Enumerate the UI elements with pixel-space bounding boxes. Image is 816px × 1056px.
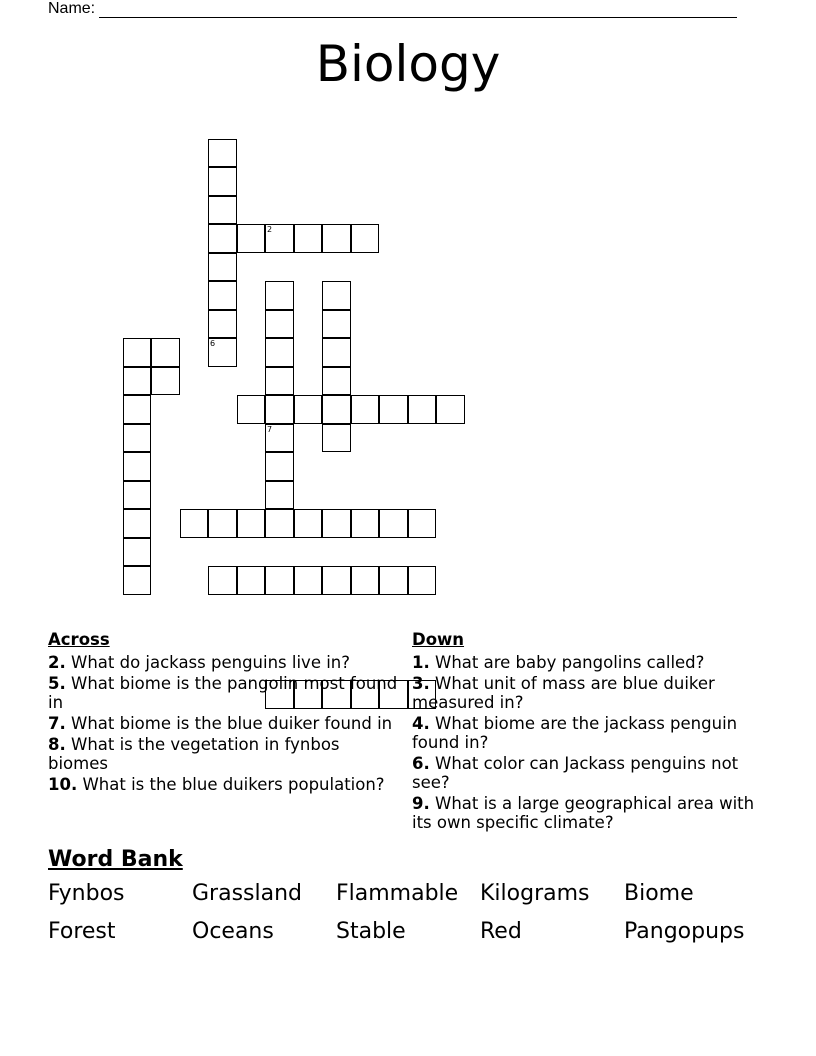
down-clue-3: 3. What unit of mass are blue duiker measured in? [412,674,715,712]
name-label: Name: [48,0,96,17]
grid-cell[interactable] [265,338,294,367]
grid-cell[interactable] [208,310,237,339]
clue-number: 7 [267,424,273,434]
grid-cell[interactable] [237,566,266,595]
grid-cell[interactable] [322,367,351,396]
word-bank-item: Kilograms [480,881,590,906]
grid-cell[interactable] [322,224,351,253]
grid-cell[interactable] [151,367,180,396]
grid-cell[interactable] [123,338,152,367]
down-clues [412,630,764,834]
grid-cell[interactable] [265,424,294,453]
grid-cell[interactable] [208,281,237,310]
across-clue-7: 7. What biome is the blue duiker found in [48,714,393,733]
grid-cell[interactable] [265,452,294,481]
grid-cell[interactable] [123,452,152,481]
grid-cell[interactable] [237,395,266,424]
grid-cell[interactable] [208,196,237,225]
grid-cell[interactable] [123,509,152,538]
grid-cell[interactable] [265,281,294,310]
grid-cell[interactable] [294,566,323,595]
down-clue-6: 6. What color can Jackass penguins not see? [412,754,739,792]
grid-cell[interactable] [265,509,294,538]
word-bank-item: Stable [336,919,406,944]
word-bank-item: Flammable [336,881,459,906]
grid-cell[interactable] [408,509,437,538]
grid-cell[interactable] [208,566,237,595]
grid-cell[interactable] [322,338,351,367]
grid-cell[interactable] [322,310,351,339]
grid-cell[interactable] [265,367,294,396]
grid-cell[interactable] [208,139,237,168]
down-clue-4: 4. What biome are the jackass penguin found in? [412,714,738,752]
grid-cell[interactable] [237,224,266,253]
grid-cell[interactable] [379,566,408,595]
clue-number: 2 [267,225,273,234]
grid-cell[interactable] [208,253,237,282]
grid-cell[interactable] [265,224,294,253]
grid-cell[interactable] [408,395,437,424]
word-bank-item: Grassland [192,881,302,906]
grid-cell[interactable] [265,310,294,339]
grid-cell[interactable] [208,338,237,367]
grid-cell[interactable] [123,424,152,453]
word-bank-item: Pangopups [624,919,745,944]
grid-cell[interactable] [208,224,237,253]
grid-cell[interactable] [351,509,380,538]
word-bank-item: Forest [48,919,116,944]
grid-cell[interactable] [123,395,152,424]
grid-cell[interactable] [265,566,294,595]
grid-cell[interactable] [322,395,351,424]
clue-number: 6 [210,339,216,348]
grid-cell[interactable] [351,224,380,253]
down-clue-9: 9. What is a large geographical area with its own specific climate? [412,794,755,832]
grid-cell[interactable] [123,481,152,510]
grid-cell[interactable] [379,395,408,424]
grid-cell[interactable] [294,509,323,538]
grid-cell[interactable] [436,395,465,424]
across-clue-8: 8. What is the vegetation in fynbos biomes [48,735,340,773]
word-bank-item: Fynbos [48,881,125,906]
grid-cell[interactable] [408,566,437,595]
word-bank-heading: Word Bank [48,847,183,872]
grid-cell[interactable] [379,509,408,538]
word-bank [48,880,778,946]
grid-cell[interactable] [123,566,152,595]
grid-cell[interactable] [294,224,323,253]
grid-cell[interactable] [123,367,152,396]
grid-cell[interactable] [351,395,380,424]
grid-cell[interactable] [322,566,351,595]
grid-cell[interactable] [322,424,351,453]
across-clues [48,630,400,796]
grid-cell[interactable] [294,395,323,424]
across-clue-5: 5. What biome is the pangolin most found in [48,674,398,712]
word-bank-item: Biome [624,881,694,906]
grid-cell[interactable] [265,481,294,510]
across-clue-10: 10. What is the blue duikers population? [48,775,385,794]
grid-cell[interactable] [180,509,209,538]
down-heading: Down [412,630,465,649]
across-clue-2: 2. What do jackass penguins live in? [48,653,351,672]
across-heading: Across [48,630,110,649]
down-clue-1: 1. What are baby pangolins called? [412,653,705,672]
word-bank-item: Oceans [192,919,274,944]
word-bank-item: Red [480,919,522,944]
grid-cell[interactable] [322,509,351,538]
grid-cell[interactable] [322,281,351,310]
grid-cell[interactable] [123,538,152,567]
grid-cell[interactable] [265,395,294,424]
grid-cell[interactable] [208,509,237,538]
grid-cell[interactable] [151,338,180,367]
page-title: Biology [315,35,501,93]
grid-cell[interactable] [237,509,266,538]
grid-cell[interactable] [351,566,380,595]
grid-cell[interactable] [208,167,237,196]
